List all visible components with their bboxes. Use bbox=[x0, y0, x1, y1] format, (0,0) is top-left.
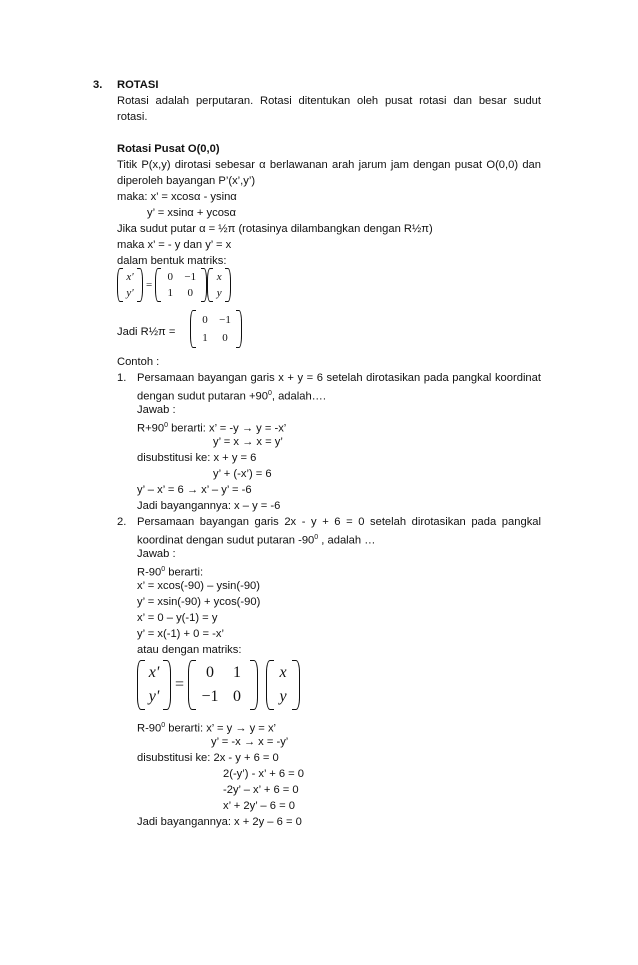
matrix-cell: x bbox=[279, 664, 287, 681]
example-1-question: Persamaan bayangan garis x + y = 6 setelah dirotasikan pada pangkal koordinat bbox=[137, 372, 541, 384]
matrix-cell: −1 bbox=[201, 688, 219, 705]
origin-text-2: diperoleh bayangan P’(x’,y’) bbox=[117, 175, 256, 187]
matrix-cell: y' bbox=[126, 287, 134, 299]
matrix-cell: 0 bbox=[202, 314, 208, 326]
example-2-result-2: y’ = -x → x = -y’ bbox=[211, 736, 289, 748]
section-intro: Rotasi adalah perputaran. Rotasi ditentukan oleh pusat rotasi dan besar sudut bbox=[117, 95, 541, 107]
matrix-cell: −1 bbox=[184, 271, 197, 283]
example-1-step-2: y’ = x → x = y’ bbox=[213, 436, 283, 448]
example-2-step-3: x’ = 0 – y(-1) = y bbox=[137, 612, 218, 624]
origin-text-1: Titik P(x,y) dirotasi sebesar α berlawanan arah jarum jam dengan pusat O(0,0) dan bbox=[117, 159, 541, 171]
example-1-step-3: disubstitusi ke: x + y = 6 bbox=[137, 452, 257, 464]
origin-formula-y: y’ = xsinα + ycosα bbox=[147, 207, 236, 219]
matrix-cell: 0 bbox=[187, 287, 193, 299]
matrix-cell: x' bbox=[126, 271, 134, 283]
rotation-matrix-2 bbox=[190, 310, 242, 348]
matrix-cell: x' bbox=[148, 664, 160, 681]
matrix-cell: 0 bbox=[206, 664, 215, 681]
matrix-cell: y' bbox=[148, 688, 160, 705]
equals-sign: = bbox=[175, 676, 185, 693]
example-1-question-cont: dengan sudut putaran $+90^0$, adalah…. bbox=[137, 390, 326, 403]
origin-text-3: Jika sudut putar α = ½π (rotasinya dilambangkan dengan R½π) bbox=[117, 223, 433, 235]
jadi-label: Jadi R½π = bbox=[117, 326, 176, 338]
rotation-matrix-equation-3 bbox=[137, 660, 300, 710]
section-title: ROTASI bbox=[117, 79, 159, 91]
matrix-cell: 0 bbox=[222, 332, 228, 344]
contoh-label: Contoh : bbox=[117, 356, 160, 368]
example-2-result-4: 2(-y’) - x’ + 6 = 0 bbox=[223, 768, 305, 780]
example-1-number: 1. bbox=[117, 372, 127, 384]
example-1-jawab: Jawab : bbox=[137, 404, 176, 416]
example-2-answer: Jadi bayangannya: x + 2y – 6 = 0 bbox=[137, 816, 302, 828]
matrix-cell: 1 bbox=[202, 332, 208, 344]
example-2-result-1: $R-90^0$ berarti: x’ = y → y = x’ bbox=[137, 722, 277, 735]
matrix-cell: 1 bbox=[167, 287, 173, 299]
example-2-step-1: x’ = xcos(-90) – ysin(-90) bbox=[137, 580, 260, 592]
matrix-cell: −1 bbox=[219, 314, 231, 326]
example-2-result-3: disubstitusi ke: 2x - y + 6 = 0 bbox=[137, 752, 279, 764]
example-2-result-5: -2y’ – x’ + 6 = 0 bbox=[223, 784, 299, 796]
matrix-cell: 1 bbox=[233, 664, 242, 681]
matrix-cell: x bbox=[216, 271, 222, 283]
equals-sign: = bbox=[146, 279, 153, 291]
example-2-result-6: x’ + 2y’ – 6 = 0 bbox=[223, 800, 295, 812]
matrix-cell: 0 bbox=[233, 688, 242, 705]
origin-text-5: dalam bentuk matriks: bbox=[117, 255, 227, 267]
example-2-jawab: Jawab : bbox=[137, 548, 176, 560]
example-2-question-cont: koordinat dengan sudut putaran $-90^0$ , adalah … bbox=[137, 534, 376, 547]
example-2-question: Persamaan bayangan garis 2x - y + 6 = 0 setelah dirotasikan pada pangkal bbox=[137, 516, 541, 528]
example-1-answer: Jadi bayangannya: x – y = -6 bbox=[137, 500, 281, 512]
example-2-step-5: atau dengan matriks: bbox=[137, 644, 242, 656]
example-2-step-2: y’ = xsin(-90) + ycos(-90) bbox=[137, 596, 261, 608]
section-number: 3. bbox=[93, 79, 103, 91]
matrix-cell: y bbox=[279, 688, 287, 705]
example-1-step-4: y’ + (-x’) = 6 bbox=[213, 468, 272, 480]
subsection-heading: Rotasi Pusat O(0,0) bbox=[117, 143, 220, 155]
example-1-step-5: y’ – x’ = 6 → x’ – y’ = -6 bbox=[137, 484, 252, 496]
example-2-step-r: $R-90^0$ berarti: bbox=[137, 566, 204, 579]
example-1-step-1: $R+90^0$ berarti: x’ = -y → y = -x’ bbox=[137, 422, 287, 435]
section-intro-cont: rotasi. bbox=[117, 111, 148, 123]
origin-formula-x: maka: x’ = xcosα - ysinα bbox=[117, 191, 237, 203]
matrix-cell: 0 bbox=[167, 271, 173, 283]
rotation-matrix-equation-1 bbox=[117, 268, 231, 302]
matrix-cell: y bbox=[216, 287, 222, 299]
example-2-step-4: y’ = x(-1) + 0 = -x’ bbox=[137, 628, 224, 640]
example-2-number: 2. bbox=[117, 516, 127, 528]
origin-text-4: maka x’ = - y dan y’ = x bbox=[117, 239, 232, 251]
